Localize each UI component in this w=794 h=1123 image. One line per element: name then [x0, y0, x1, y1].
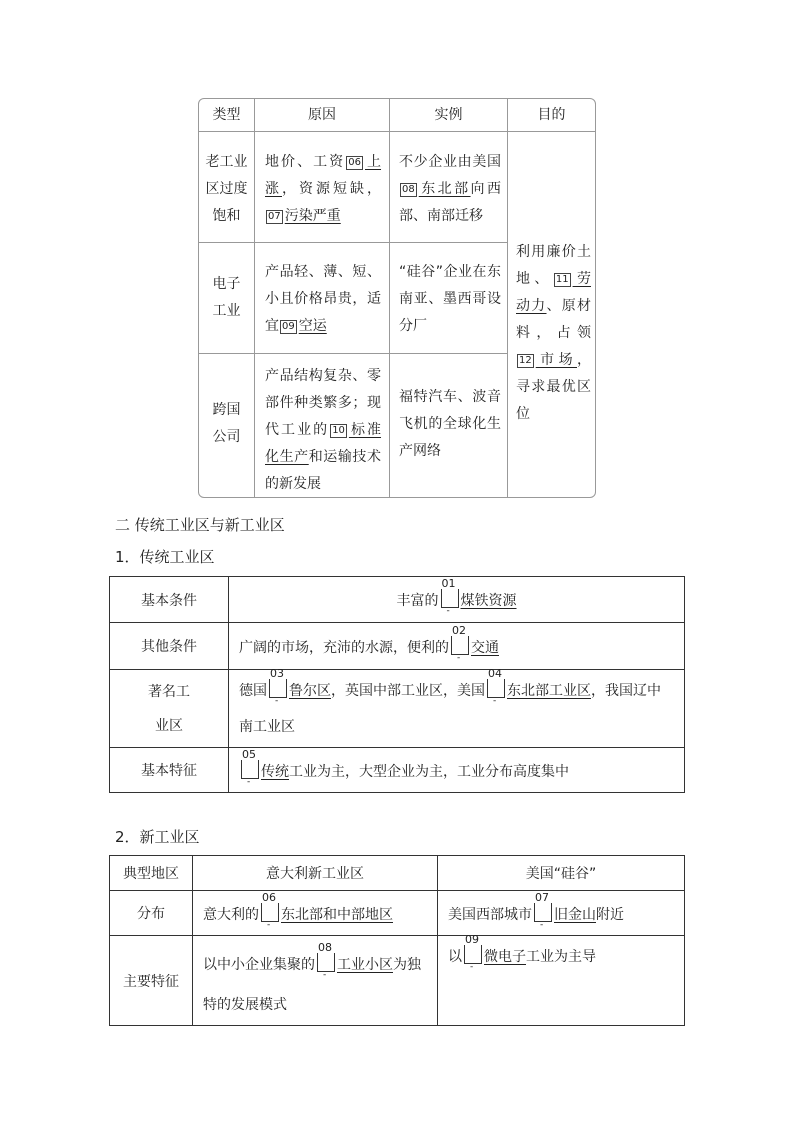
causes-table	[198, 98, 596, 498]
value-other-conditions: 广阔的市场，充沛的水源，便利的 02 - 交通	[229, 623, 685, 670]
table-row	[110, 623, 685, 670]
value-basic-features: 05 - 传统工业为主，大型企业为主，工业分布高度集中	[229, 748, 685, 793]
row-reason-old-industrial: 地价、工资 06 上涨，资源短缺，07 污染严重	[265, 154, 382, 224]
row-example-old-industrial: 不少企业由美国08 东北部向西部、南部迁移	[399, 154, 501, 224]
silicon-valley-distribution: 美国西部城市 07 - 旧金山附近	[438, 891, 685, 936]
header-typical-region: 典型地区	[110, 856, 193, 891]
label-main-features: 主要特征	[110, 936, 193, 1026]
label-famous-regions: 著名工 业区	[110, 670, 229, 748]
section-title: 二 传统工业区与新工业区	[115, 516, 285, 534]
purpose-cell: 利用廉价土地、 11 劳动力、原材料，占领12 市场，寻求最优区位	[516, 244, 591, 422]
table-row	[110, 670, 685, 748]
header-reason: 原因	[308, 107, 336, 123]
table-row	[110, 577, 685, 623]
italy-features: 以中小企业集聚的 08 - 工业小区为独特的发展模式	[193, 936, 438, 1026]
row-type-old-industrial: 老工业 区过度 饱和	[205, 154, 248, 224]
table-row	[110, 936, 685, 1026]
new-industry-table	[109, 855, 685, 1026]
label-other-conditions: 其他条件	[110, 623, 229, 670]
label-basic-features: 基本特征	[110, 748, 229, 793]
table-row	[110, 891, 685, 936]
label-distribution: 分布	[110, 891, 193, 936]
row-example-multinational: 福特汽车、波音飞机的全球化生产网络	[399, 389, 501, 459]
silicon-valley-features: 以 09 - 微电子工业为主导	[438, 936, 685, 1026]
label-basic-conditions: 基本条件	[110, 577, 229, 623]
italy-distribution: 意大利的 06 - 东北部和中部地区	[193, 891, 438, 936]
value-famous-regions: 德国 03 - 鲁尔区，英国中部工业区，美国 04 - 东北部工业区，我国辽中南工业区	[229, 670, 685, 748]
header-silicon-valley: 美国“硅谷”	[438, 856, 685, 891]
row-example-electronics: “硅谷”企业在东南亚、墨西哥设分厂	[399, 264, 501, 334]
row-reason-electronics: 产品轻、薄、短、小且价格昂贵，适宜 09 空运	[265, 264, 381, 334]
row-type-multinational: 跨国 公司	[212, 402, 241, 445]
table-row	[110, 748, 685, 793]
header-italy: 意大利新工业区	[193, 856, 438, 891]
header-purpose: 目的	[537, 107, 566, 123]
header-type: 类型	[212, 107, 241, 123]
row-type-electronics: 电子 工业	[212, 276, 241, 319]
traditional-industry-table	[109, 576, 685, 793]
header-example: 实例	[434, 107, 463, 123]
table-row	[110, 856, 685, 891]
row-reason-multinational: 产品结构复杂、零部件种类繁多；现代工业的 10 标准化生产和运输技术的新发展	[265, 368, 382, 492]
subsection-title-new: 2．新工业区	[115, 828, 200, 846]
value-basic-conditions: 丰富的 01 - 煤铁资源	[229, 577, 685, 623]
subsection-title-traditional: 1．传统工业区	[115, 548, 215, 566]
